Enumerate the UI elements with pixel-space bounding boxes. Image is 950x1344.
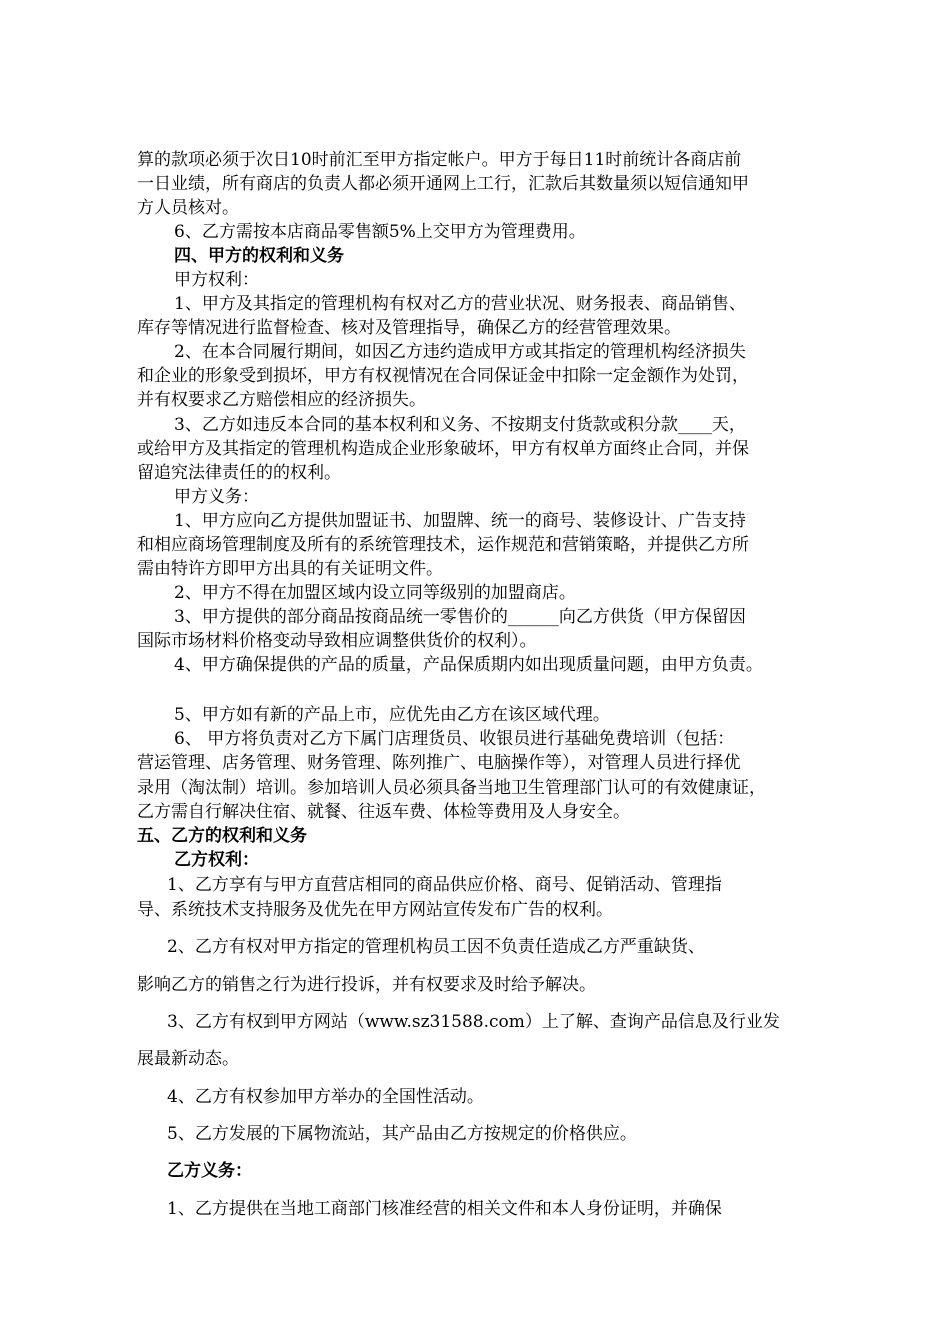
text-line: 1、甲方及其指定的管理机构有权对乙方的营业状况、财务报表、商品销售、 (174, 294, 746, 314)
text-line: 一日业绩，所有商店的负责人都必须开通网上工行，汇款后其数量须以短信通知甲 (137, 174, 749, 194)
text-line: 展最新动态。 (137, 1049, 239, 1069)
text-line: 4、甲方确保提供的产品的质量，产品保质期内如出现质量问题，由甲方负责。 (174, 655, 763, 675)
text-line: 3、乙方如违反本合同的基本权利和义务、不按期支付货款或积分款____天， (174, 415, 746, 435)
text-line: 5、乙方发展的下属物流站，其产品由乙方按规定的价格供应。 (167, 1124, 637, 1144)
text-line: 库存等情况进行监督检查、核对及管理指导，确保乙方的经营管理效果。 (137, 318, 681, 338)
text-line: 并有权要求乙方赔偿相应的经济损失。 (137, 390, 426, 410)
text-line: 2、甲方不得在加盟区域内设立同等级别的加盟商店。 (174, 583, 576, 603)
text-line: 2、乙方有权对甲方指定的管理机构员工因不负责任造成乙方严重缺货、 (167, 937, 705, 957)
subheading: 乙方权利： (174, 850, 259, 870)
text-line: 6、 甲方将负责对乙方下属门店理货员、收银员进行基础免费培训（包括： (174, 729, 735, 749)
text-line: 3、乙方有权到甲方网站（www.sz31588.com）上了解、查询产品信息及行业发 (167, 1012, 780, 1032)
text-line: 1、乙方享有与甲方直营店相同的商品供应价格、商号、促销活动、管理指 (167, 875, 722, 895)
text-line: 5、甲方如有新的产品上市，应优先由乙方在该区域代理。 (174, 705, 610, 725)
text-line: 乙方需自行解决住宿、就餐、往返车费、体检等费用及人身安全。 (137, 802, 630, 822)
text-line: 和企业的形象受到损坏，甲方有权视情况在合同保证金中扣除一定金额作为处罚， (137, 366, 749, 386)
text-line: 影响乙方的销售之行为进行投诉，并有权要求及时给予解决。 (137, 975, 596, 995)
section-heading: 四、甲方的权利和义务 (174, 246, 344, 266)
subheading: 乙方义务： (167, 1161, 252, 1181)
text-line: 1、甲方应向乙方提供加盟证书、加盟牌、统一的商号、装修设计、广告支持 (174, 511, 746, 531)
text-line: 算的款项必须于次日10时前汇至甲方指定帐户。甲方于每日11时前统计各商店前 (137, 150, 742, 170)
text-line: 录用（淘汰制）培训。参加培训人员必须具备当地卫生管理部门认可的有效健康证， (137, 778, 766, 798)
section-heading: 五、乙方的权利和义务 (137, 826, 307, 846)
text-line: 导、系统技术支持服务及优先在甲方网站宣传发布广告的权利。 (137, 900, 613, 920)
text-line: 4、乙方有权参加甲方举办的全国性活动。 (167, 1087, 484, 1107)
text-line: 或给甲方及其指定的管理机构造成企业形象破坏，甲方有权单方面终止合同，并保 (137, 439, 749, 459)
text-line: 国际市场材料价格变动导致相应调整供货价的权利）。 (137, 631, 537, 651)
text-line: 营运管理、店务管理、财务管理、陈列推广、电脑操作等），对管理人员进行择优 (137, 753, 741, 773)
text-line: 方人员核对。 (137, 198, 239, 218)
text-line: 留追究法律责任的的权利。 (137, 463, 341, 483)
text-line: 6、乙方需按本店商品零售额5%上交甲方为管理费用。 (174, 222, 586, 242)
text-line: 需由特许方即甲方出具的有关证明文件。 (137, 559, 443, 579)
text-line: 3、甲方提供的部分商品按商品统一零售价的______向乙方供货（甲方保留因 (174, 607, 746, 627)
text-line: 和相应商场管理制度及所有的系统管理技术，运作规范和营销策略，并提供乙方所 (137, 535, 749, 555)
subheading: 甲方义务： (174, 487, 259, 507)
text-line: 2、在本合同履行期间，如因乙方违约造成甲方或其指定的管理机构经济损失 (174, 342, 746, 362)
subheading: 甲方权利： (174, 270, 259, 290)
text-line: 1、乙方提供在当地工商部门核准经营的相关文件和本人身份证明，并确保 (167, 1199, 722, 1219)
